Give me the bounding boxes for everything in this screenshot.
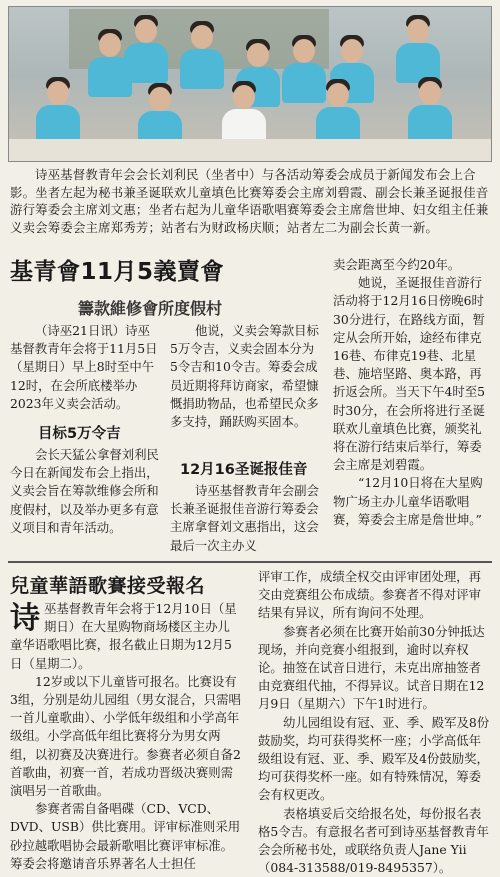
- article2-dropcap: 诗: [10, 601, 40, 636]
- article1-col1-p2: 会长天猛公拿督刘利民今日在新闻发布会上指出，义卖会旨在筹款维修会所和度假村，以及举办更多有意义项目和青年活动。: [10, 447, 159, 535]
- article2-right-p1: 评审工作，成绩全权交由评审团处理，再交由竞赛组公布成绩。参赛者不得对评审结果有异议，所有询问不处理。: [258, 569, 482, 621]
- article1-col3-p2: 她说，圣诞报佳音游行活动将于12月16日傍晚6时30分进行，在路线方面，暂定从会所开始，途经布律克16巷、布律克19巷、北星巷、施培坚路、奥本路，再折返会所。当天下午4时至5时30分，在会所将进行圣诞联欢儿童填色比赛，颁奖礼将在游行结束后举行，筹委会主席是刘碧霞。: [333, 275, 486, 473]
- article1-subheadline: 籌款維修會所度假村: [78, 299, 223, 318]
- article2-right-p2: 参赛者必须在比赛开始前30分钟抵达现场，并向竞赛小组报到，逾时以弃权论。抽签在试音日进行，未克出席抽签者由竞赛组代抽，不得异议。试音日期在12月9日（星期六）下午1时进行。: [258, 623, 485, 712]
- article1-subhead-target: 目标5万令吉: [38, 426, 121, 442]
- photo-caption: 诗巫基督教青年会会长刘利民（坐者中）与各活动筹委会成员于新闻发布会上合影。坐者左起为秘书兼圣诞联欢儿童填色比赛筹委会主席刘碧霞、副会长兼圣诞报佳音游行筹委会主席刘文惠；坐者右起为儿童华语歌唱赛筹委会主席詹世坤、妇女组主任兼义卖会筹委会主席郑秀芳；站者右为财政杨庆顺；站者左二为副会长黄一新。: [10, 167, 489, 235]
- article2-right-p3: 幼儿园组设有冠、亚、季、殿军及8份鼓励奖，均可获得奖杯一座；小学高低年级组设有冠、亚、季、殿军及4份鼓励奖，均可获得奖杯一座。如有特殊情况，筹委会有权更改。: [258, 714, 490, 803]
- article1-headline: 基青會11月5義賣會: [10, 259, 225, 285]
- article2-left-col: [10, 600, 242, 873]
- article2-left-p2: 12岁或以下儿童皆可报名。比赛设有3组，分别是幼儿园组（男女混合，只需唱一首儿童歌曲）、小学低年级组和小学高年级组。小学高低年组比赛将分为男女两组，以初赛及决赛进行。参赛者必须自备2首歌曲，初赛一首，若成功晋级决赛则需演唱另一首歌曲。: [10, 673, 241, 799]
- article1-col3-p3: “12月10日将在大星购物广场主办儿童华语歌唱赛，筹委会主席是詹世坤。”: [333, 475, 483, 527]
- article1-col3: [333, 256, 491, 529]
- article1-col2-p2: 诗巫基督教青年会副会长兼圣诞报佳音游行筹委会主席拿督刘文惠指出，这会最后一次主办义: [170, 483, 319, 553]
- article1-subhead-christmas: 12月16圣诞报佳音: [180, 462, 308, 478]
- article2-left-p1: 巫基督教青年会将于12月10日（星期日）在大星购物商场楼区主办儿童华语歌唱比赛，报名截止日期为12月5日（星期二）。: [10, 601, 237, 671]
- article1-col2: [170, 322, 320, 431]
- article2-headline: 兒童華語歌賽接受報名: [10, 575, 206, 597]
- front-table: [9, 139, 491, 161]
- section-divider: [8, 561, 492, 563]
- article1-col1-p1: （诗巫21日讯）诗巫基督教青年会将于11月5日（星期日）早上8时至中午12时，在会所底楼举办2023年义卖会活动。: [10, 323, 158, 411]
- article1-col2b: [170, 482, 320, 555]
- article2-left-p3: 参赛者需自备唱碟（CD、VCD、DVD、USB）供比赛用。评审标准则采用砂拉越歌唱协会最新歌唱比赛评审标准。筹委会将邀请音乐界著名人士担任: [10, 801, 241, 871]
- group-photo: [8, 6, 492, 162]
- article1-col2-p1: 他说，义卖会筹款目标5万令吉，义卖会固本分为5令吉和10令吉。筹委会成员近期将拜访商家，希望慷慨捐助物品，也希望民众多多支持，踊跃购买固本。: [170, 323, 319, 430]
- article1-col1b: [10, 446, 160, 537]
- article2-right-col: [258, 568, 492, 877]
- article1-col3-p1: 卖会距离至今约20年。: [333, 257, 461, 272]
- article1-col1: [10, 322, 160, 413]
- article2-right-p4: 表格填妥后交给报名处，每份报名表格5令吉。有意报名者可到诗巫基督教青年会会所秘书处，或联络负责人Jane Yii（084-313588/019-8495357）。: [258, 805, 489, 876]
